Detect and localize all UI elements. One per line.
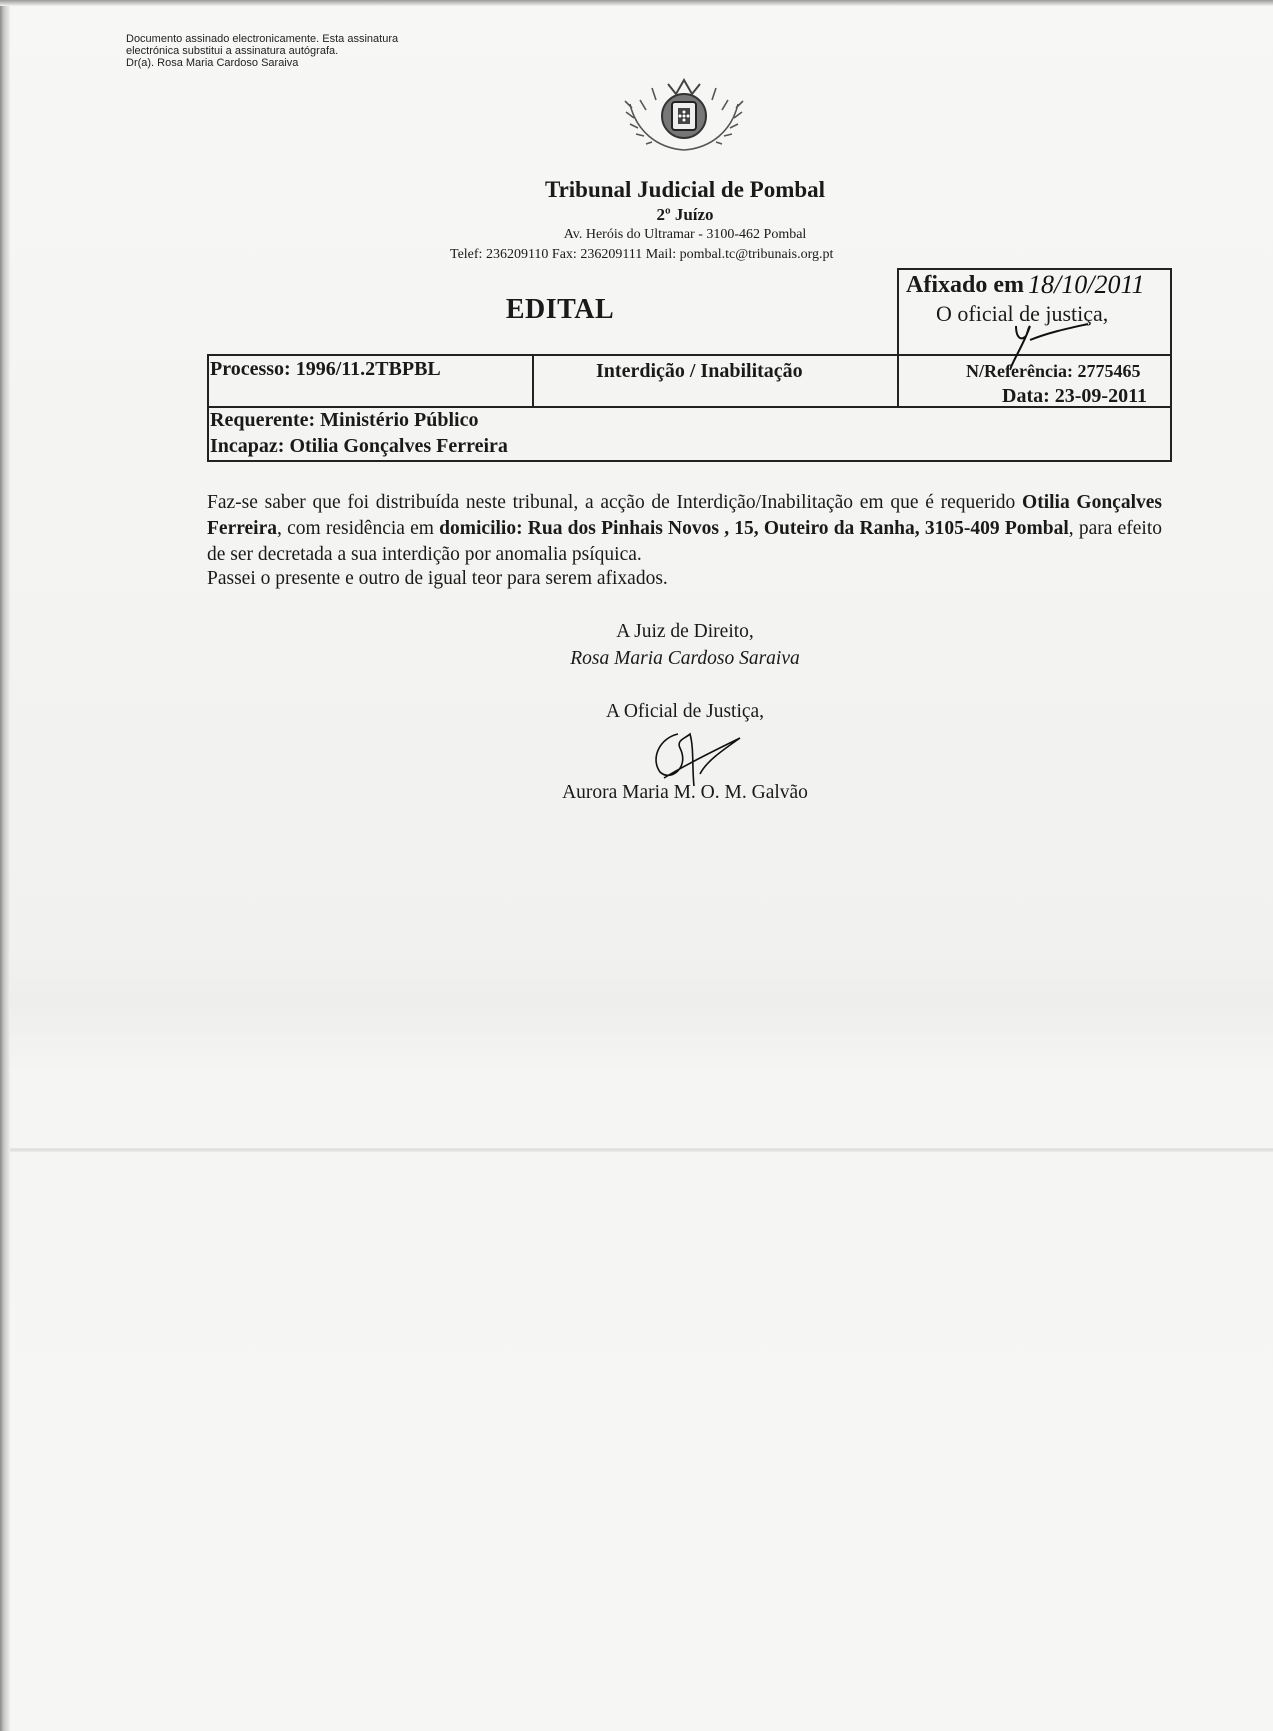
incapacitated-person: Incapaz: Otilia Gonçalves Ferreira <box>210 435 508 457</box>
reference-number: N/Referência: 2775465 <box>966 361 1141 381</box>
electronic-signature-note <box>126 33 466 69</box>
paper-fold <box>10 1148 1273 1152</box>
body-closing: Passei o presente e outro de igual teor para serem afixados. <box>207 568 668 589</box>
body-person-name: Otilia Gonçalves Ferreira <box>207 492 1163 539</box>
notice-body <box>207 490 1162 568</box>
notice-title: EDITAL <box>505 294 615 325</box>
judge-name: Rosa Maria Cardoso Saraiva <box>570 648 800 669</box>
officer-signature-icon <box>630 728 750 790</box>
case-type: Interdição / Inabilitação <box>596 360 803 382</box>
body-text-a: Faz-se saber que foi distribuída neste tribunal, a acção de Interdição/Inabilitação em que é requerido <box>207 492 1023 513</box>
court-name: Tribunal Judicial de Pombal <box>544 177 826 202</box>
posted-on-label: Afixado em <box>906 272 1024 298</box>
body-text-b: , com residência em <box>277 518 440 539</box>
judge-title: A Juiz de Direito, <box>616 621 754 642</box>
page-top-shadow <box>0 0 1273 6</box>
esig-line-3: Dr(a). Rosa Maria Cardoso Saraiva <box>126 57 299 69</box>
posted-on-date: 18/10/2011 <box>1028 270 1145 299</box>
officer-title: A Oficial de Justiça, <box>605 701 765 722</box>
page-edge-shadow <box>0 0 10 1731</box>
case-number: Processo: 1996/11.2TBPBL <box>210 358 441 380</box>
court-division: 2º Juízo <box>656 205 714 224</box>
court-address: Av. Heróis do Ultramar - 3100-462 Pombal <box>563 227 807 242</box>
esig-line-2: electrónica substitui a assinatura autógrafa. <box>126 45 339 57</box>
body-text-c: , para efeito de ser decretada a sua interdição por anomalia psíquica. <box>207 518 1162 565</box>
officer-name: Aurora Maria M. O. M. Galvão <box>562 782 808 803</box>
court-header <box>420 176 950 243</box>
esig-line-1: Documento assinado electronicamente. Esta assinatura <box>126 33 399 45</box>
applicant: Requerente: Ministério Público <box>210 409 479 431</box>
coat-of-arms-icon <box>616 70 752 158</box>
officer-label: O oficial de justiça, <box>936 301 1109 326</box>
notice-date: Data: 23-09-2011 <box>1002 385 1147 407</box>
court-contacts: Telef: 236209110 Fax: 236209111 Mail: pombal.tc@tribunais.org.pt <box>450 247 834 262</box>
body-address: domicilio: Rua dos Pinhais Novos , 15, Outeiro da Ranha, 3105-409 Pombal <box>439 518 1069 539</box>
